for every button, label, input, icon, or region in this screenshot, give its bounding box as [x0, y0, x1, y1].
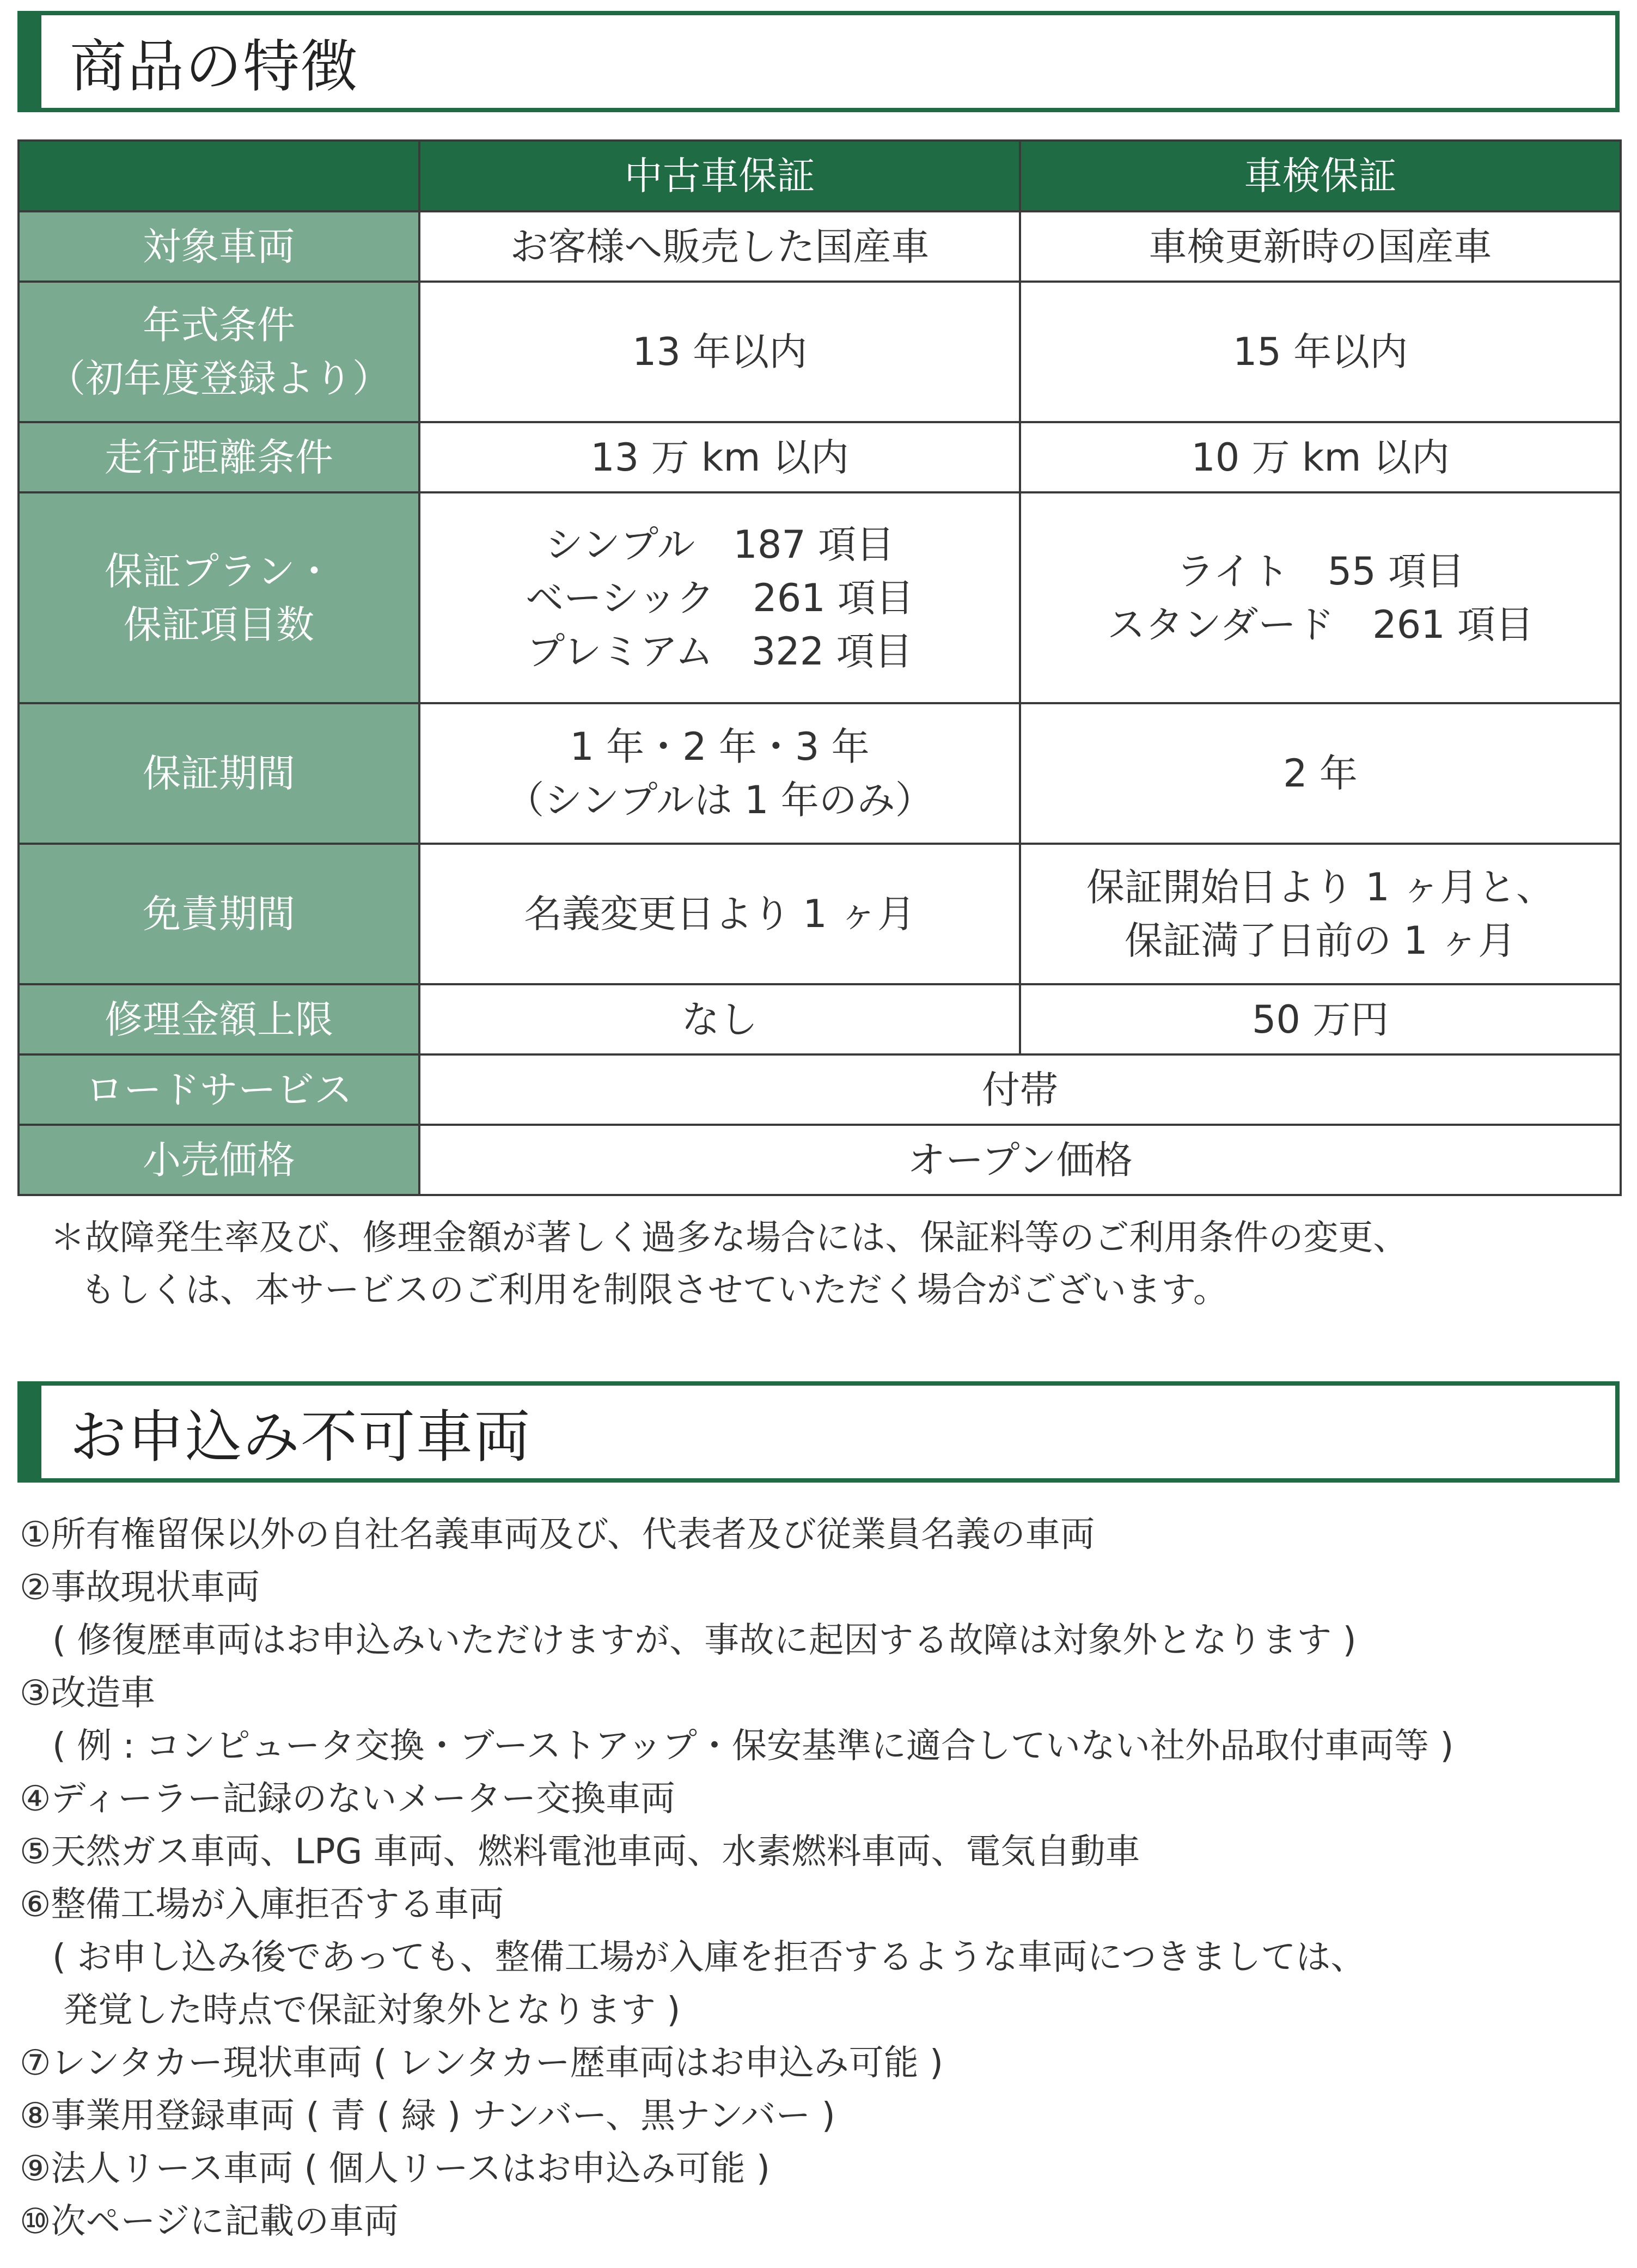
cell-value	[1020, 844, 1621, 984]
list-item: ⑨法人リース車両 ( 個人リースはお申込み可能 )	[20, 2149, 770, 2189]
list-item: ④ディーラー記録のないメーター交換車両	[20, 1779, 676, 1819]
cell-value: 名義変更日より 1 ヶ月	[419, 844, 1020, 984]
cell-value	[419, 703, 1020, 844]
label-line: 保証項目数	[124, 602, 314, 647]
row-label: 修理金額上限	[19, 984, 419, 1054]
plan-line: スタンダード 261 項目	[1107, 602, 1534, 647]
row-label: 走行距離条件	[19, 422, 419, 492]
period-line: 1 年・2 年・3 年	[570, 724, 870, 769]
row-label	[19, 282, 419, 422]
header-used-car-warranty: 中古車保証	[419, 141, 1020, 211]
list-item: ①所有権留保以外の自社名義車両及び、代表者及び従業員名義の車両	[20, 1515, 1095, 1555]
table-row	[19, 1125, 1621, 1195]
plan-line: シンプル 187 項目	[545, 522, 895, 567]
row-label: ロードサービス	[19, 1054, 419, 1125]
cell-value: 10 万 km 以内	[1020, 422, 1621, 492]
ineligible-list	[20, 1509, 1621, 2248]
plan-line: ライト 55 項目	[1176, 548, 1465, 594]
section-title: 商品の特徴	[70, 33, 359, 100]
list-item: ⑥整備工場が入庫拒否する車両	[20, 1885, 504, 1925]
row-label: 小売価格	[19, 1125, 419, 1195]
section-header-features	[17, 11, 1620, 112]
exempt-line: 保証満了日前の 1 ヶ月	[1124, 918, 1517, 963]
cell-value: 車検更新時の国産車	[1020, 211, 1621, 282]
list-item: ②事故現状車両	[20, 1568, 260, 1608]
table-row	[19, 492, 1621, 703]
plan-line: プレミアム 322 項目	[527, 629, 913, 674]
table-row	[19, 703, 1621, 844]
list-item-note: ( お申し込み後であっても、整備工場が入庫を拒否するような車両につきましては、	[52, 1937, 1366, 1978]
cell-value: 付帯	[419, 1054, 1621, 1125]
cell-value	[419, 492, 1020, 703]
footnote-line: もしくは、本サービスのご利用を制限させていただく場合がございます。	[81, 1270, 1228, 1310]
cell-value: 2 年	[1020, 703, 1621, 844]
label-line: 年式条件	[143, 303, 295, 347]
footnote	[50, 1212, 1618, 1316]
cell-value: オープン価格	[419, 1125, 1621, 1195]
cell-value: お客様へ販売した国産車	[419, 211, 1020, 282]
period-line: （シンプルは 1 年のみ）	[506, 778, 933, 822]
section-title: お申込み不可車両	[70, 1404, 532, 1470]
list-item: ⑤天然ガス車両、LPG 車両、燃料電池車両、水素燃料車両、電気自動車	[20, 1832, 1140, 1872]
list-item-note: ( 例 : コンピュータ交換・ブーストアップ・保安基準に適合していない社外品取付車両等 )	[52, 1726, 1454, 1766]
plan-line: ベーシック 261 項目	[525, 575, 914, 620]
cell-value: 13 万 km 以内	[419, 422, 1020, 492]
row-label: 対象車両	[19, 211, 419, 282]
cell-value: 15 年以内	[1020, 282, 1621, 422]
list-item: ③改造車	[20, 1673, 156, 1714]
row-label: 保証期間	[19, 703, 419, 844]
footnote-line: ＊故障発生率及び、修理金額が著しく過多な場合には、保証料等のご利用条件の変更、	[50, 1218, 1408, 1258]
table-row	[19, 282, 1621, 422]
section-header-ineligible	[17, 1381, 1620, 1483]
table-row	[19, 984, 1621, 1054]
cell-value: 50 万円	[1020, 984, 1621, 1054]
list-item-note: ( 修復歴車両はお申込みいただけますが、事故に起因する故障は対象外となります )	[52, 1620, 1357, 1661]
list-item-note: 発覚した時点で保証対象外となります )	[63, 1990, 681, 2031]
cell-value: 13 年以内	[419, 282, 1020, 422]
cell-value: なし	[419, 984, 1020, 1054]
table-row	[19, 844, 1621, 984]
header-empty	[19, 141, 419, 211]
list-item: ⑩次ページに記載の車両	[20, 2202, 399, 2242]
table-row	[19, 422, 1621, 492]
row-label	[19, 492, 419, 703]
list-item: ⑦レンタカー現状車両 ( レンタカー歴車両はお申込み可能 )	[20, 2043, 944, 2083]
table-row	[19, 211, 1621, 282]
table-row	[19, 1054, 1621, 1125]
spec-table	[17, 139, 1622, 1196]
table-header-row	[19, 141, 1621, 211]
label-line: （初年度登録より）	[47, 356, 390, 401]
cell-value	[1020, 492, 1621, 703]
header-inspection-warranty: 車検保証	[1020, 141, 1621, 211]
label-line: 保証プラン・	[105, 548, 333, 594]
exempt-line: 保証開始日より 1 ヶ月と、	[1086, 865, 1555, 910]
list-item: ⑧事業用登録車両 ( 青 ( 緑 ) ナンバー、黒ナンバー )	[20, 2096, 835, 2136]
row-label: 免責期間	[19, 844, 419, 984]
